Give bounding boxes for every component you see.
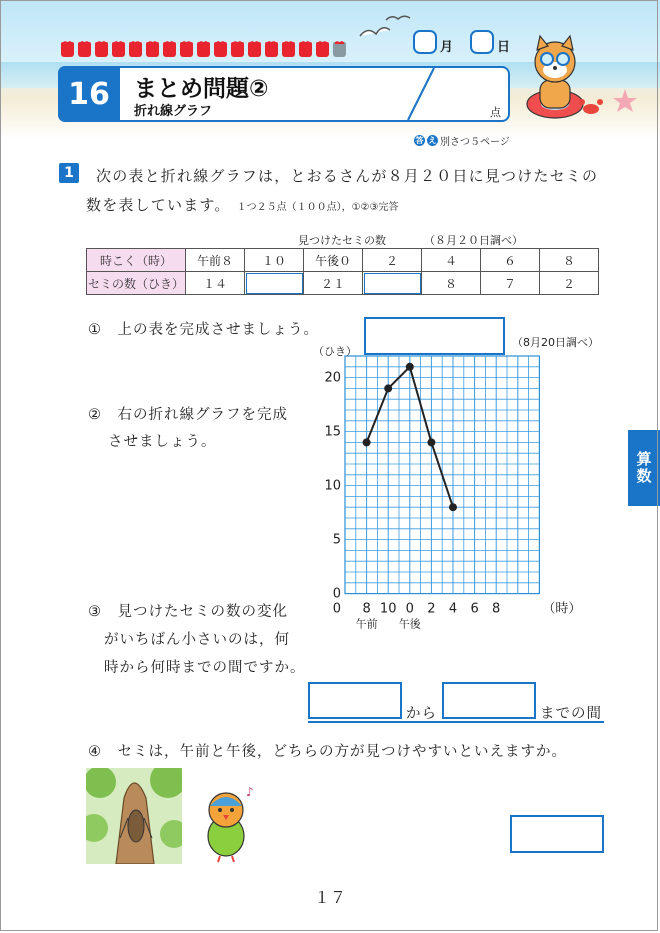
x-tick-label: 4 [448,601,458,617]
answer-underline [308,721,604,723]
table-cell: ８ [422,272,481,295]
x-axis-unit: （時） [542,601,582,617]
progress-tab-current [333,42,346,57]
item-2-line2: させましょう。 [108,434,217,450]
question-text-line2 [86,194,398,215]
lesson-number: 16 [58,66,120,122]
y-tick-label: 5 [332,532,341,548]
answer-mark: え [428,136,437,145]
page-number: １７ [313,888,346,907]
bird-character-illustration [196,780,262,864]
data-table [86,248,599,295]
item-4: ④ セミは，午前と午後，どちらの方が見つけやすいといえますか。 [88,744,567,760]
x-sub-label-am: 午前 [355,617,378,630]
data-point [363,438,371,446]
table-cell: ４ [422,249,481,272]
month-label: 月 [440,40,454,55]
progress-tab [316,42,329,57]
progress-tab [197,42,210,57]
progress-tab [78,42,91,57]
row-header: 時こく（時） [87,249,186,272]
progress-tab [112,42,125,57]
data-point [384,384,392,392]
x-tick-label: 10 [379,601,397,617]
day-input[interactable] [470,30,494,54]
points-note: １つ２５点（１００点），①②③完答 [236,202,399,213]
table-cell: ２ [363,249,422,272]
progress-tab [248,42,261,57]
answer-cell[interactable] [245,272,304,295]
progress-tab [95,42,108,57]
x-tick-label: 6 [470,601,479,617]
progress-tab [265,42,278,57]
x-tick-label: 8 [362,601,371,617]
item-3-line3: 時から何時までの間ですか。 [104,660,306,676]
item-4-answer-box[interactable] [510,815,604,853]
row-header: セミの数（ひき） [87,272,186,295]
question-text-line1: 次の表と折れ線グラフは，とおるさんが８月２０日に見つけたセミの [96,167,599,185]
answer-cell[interactable] [363,272,422,295]
y-tick-label: 0 [332,586,341,602]
item-2-line1: ② 右の折れ線グラフを完成 [88,407,288,423]
line-chart [300,350,610,630]
score-unit: 点 [490,106,501,119]
x-tick-label: 8 [492,601,501,617]
day-label: 日 [497,40,511,55]
y-axis-unit: （ひき） [313,345,357,358]
item-3-line1: ③ 見つけたセミの数の変化 [88,604,288,620]
y-tick-label: 10 [324,478,341,494]
item-3-line2: がいちばん小さいのは，何 [104,632,290,648]
table-row [87,272,599,295]
table-note: （８月２０日調べ） [424,234,523,247]
starfish-icon [612,88,638,114]
title-box [58,66,510,122]
item-1: ① 上の表を完成させましょう。 [88,322,319,338]
progress-tab [282,42,295,57]
progress-tab [163,42,176,57]
score-divider [400,66,440,122]
y-tick-label: 15 [324,424,341,440]
question-number: 1 [59,163,79,183]
page-subtitle: 折れ線グラフ [134,104,213,119]
x-origin-label: 0 [332,601,341,617]
table-cell: ２１ [304,272,363,295]
cicada-on-tree-illustration [86,768,182,864]
subject-tab: 算数 [628,430,660,506]
month-input[interactable] [413,30,437,54]
until-label: までの間 [540,706,602,722]
x-sub-label-pm: 午後 [398,617,421,630]
answer-mark: 答 [415,136,424,145]
table-cell: ７ [481,272,540,295]
question-line2-text: 数を表しています。 [86,196,231,214]
data-point [449,503,457,511]
page-title: まとめ問題② [134,76,269,102]
graph-note: （8月20日調べ） [512,336,599,349]
table-row [87,249,599,272]
seagull-icon [356,14,412,54]
progress-tab [180,42,193,57]
progress-tab [146,42,159,57]
table-cell: ６ [481,249,540,272]
table-cell: 午前８ [186,249,245,272]
table-cell: ８ [540,249,599,272]
svg-text:♪: ♪ [246,785,254,799]
progress-tab [61,42,74,57]
x-tick-label: 2 [427,601,436,617]
answer-reference [414,133,510,148]
progress-tab [214,42,227,57]
table-cell: ２ [540,272,599,295]
table-cell: １０ [245,249,304,272]
progress-tab [129,42,142,57]
from-label: から [406,706,437,722]
answer-ref-text: 別さつ５ページ [440,137,510,148]
y-tick-label: 20 [324,370,341,386]
progress-tab [231,42,244,57]
table-title: 見つけたセミの数 [298,234,386,247]
table-cell: １４ [186,272,245,295]
from-time-answer-box[interactable] [308,682,402,719]
table-cell: 午後０ [304,249,363,272]
crab-icon [578,96,604,118]
data-point [427,438,435,446]
until-time-answer-box[interactable] [442,682,536,719]
progress-tab [299,42,312,57]
data-point [406,363,414,371]
x-tick-label: 0 [405,601,414,617]
